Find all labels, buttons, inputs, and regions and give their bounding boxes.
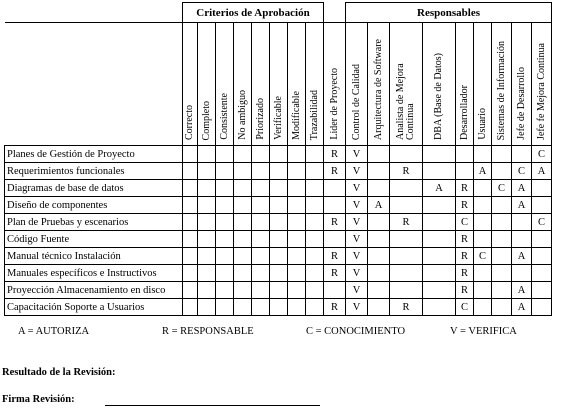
matrix-cell (492, 146, 512, 163)
column-header (532, 23, 552, 146)
review-result-label: Resultado de la Revisión: (2, 367, 116, 378)
matrix-cell (198, 248, 216, 265)
matrix-cell (512, 265, 532, 282)
matrix-cell: A (423, 180, 456, 197)
column-header (306, 23, 324, 146)
matrix-cell (324, 231, 346, 248)
matrix-cell (198, 163, 216, 180)
column-header-label: No ambiguo (236, 90, 248, 140)
matrix-cell (288, 248, 306, 265)
matrix-cell (183, 231, 198, 248)
matrix-cell (252, 248, 270, 265)
column-header-label: Consistente (218, 93, 230, 140)
matrix-cell: R (390, 214, 423, 231)
matrix-cell: A (512, 299, 532, 316)
matrix-cell (390, 146, 423, 163)
matrix-cell (183, 265, 198, 282)
matrix-cell (492, 214, 512, 231)
matrix-cell (368, 214, 390, 231)
matrix-cell: R (456, 231, 474, 248)
matrix-cell: V (346, 163, 368, 180)
matrix-cell (270, 163, 288, 180)
matrix-cell (234, 231, 252, 248)
matrix-cell (216, 146, 234, 163)
matrix-cell (270, 265, 288, 282)
matrix-cell (474, 282, 492, 299)
matrix-cell (368, 163, 390, 180)
header-blank (5, 3, 183, 23)
table-row (5, 299, 552, 316)
matrix-cell (423, 231, 456, 248)
matrix-cell: C (474, 248, 492, 265)
matrix-cell (306, 163, 324, 180)
matrix-cell (198, 197, 216, 214)
legend-autoriza: A = AUTORIZA (18, 326, 90, 337)
matrix-cell: R (456, 197, 474, 214)
matrix-cell: R (456, 248, 474, 265)
row-item-label: Plan de Pruebas y escenarios (5, 214, 183, 231)
matrix-cell (324, 282, 346, 299)
matrix-cell (216, 248, 234, 265)
row-item-label: Manuales específicos e Instructivos (5, 265, 183, 282)
matrix-cell (252, 299, 270, 316)
matrix-cell: R (324, 248, 346, 265)
matrix-cell (390, 282, 423, 299)
table-row (5, 248, 552, 265)
matrix-cell (474, 214, 492, 231)
column-header-label: Verificable (272, 96, 284, 140)
signature-line (105, 405, 320, 406)
matrix-cell (270, 282, 288, 299)
matrix-cell (288, 265, 306, 282)
matrix-cell (270, 231, 288, 248)
column-header-label: Sistemas de Información (495, 40, 507, 140)
column-header-label: Jefe fe Mejora Continua (535, 43, 547, 140)
matrix-cell (492, 248, 512, 265)
matrix-cell (532, 299, 552, 316)
column-header (346, 23, 368, 146)
row-item-label: Manual técnico Instalación (5, 248, 183, 265)
matrix-cell (183, 248, 198, 265)
matrix-cell (270, 248, 288, 265)
review-signature-label: Firma Revisión: (2, 394, 75, 405)
matrix-cell (324, 180, 346, 197)
matrix-cell (216, 231, 234, 248)
matrix-cell (252, 214, 270, 231)
column-header (368, 23, 390, 146)
matrix-cell (270, 180, 288, 197)
column-header (474, 23, 492, 146)
matrix-cell (368, 231, 390, 248)
column-header (390, 23, 423, 146)
matrix-cell (234, 282, 252, 299)
matrix-cell: A (512, 282, 532, 299)
matrix-cell (423, 282, 456, 299)
column-header-label: Modificable (290, 91, 302, 140)
matrix-cell (288, 299, 306, 316)
matrix-cell (423, 197, 456, 214)
matrix-cell (270, 299, 288, 316)
matrix-cell (183, 197, 198, 214)
matrix-cell (183, 180, 198, 197)
matrix-cell (423, 214, 456, 231)
column-header-label: Trazabilidad (308, 89, 320, 140)
matrix-cell (492, 231, 512, 248)
matrix-cell: A (512, 248, 532, 265)
table-row (5, 146, 552, 163)
matrix-cell (456, 163, 474, 180)
row-item-label: Requerimientos funcionales (5, 163, 183, 180)
matrix-cell (288, 180, 306, 197)
matrix-cell (492, 265, 512, 282)
column-header-label: Arquitectura de Software (372, 38, 384, 140)
matrix-cell: R (324, 299, 346, 316)
header-blank-2 (5, 23, 183, 146)
matrix-cell (252, 163, 270, 180)
matrix-cell (368, 180, 390, 197)
matrix-cell (474, 180, 492, 197)
matrix-cell (234, 180, 252, 197)
matrix-cell (216, 282, 234, 299)
row-item-label: Diseño de componentes (5, 197, 183, 214)
matrix-cell (198, 146, 216, 163)
matrix-cell (423, 248, 456, 265)
table-row (5, 265, 552, 282)
column-header (270, 23, 288, 146)
matrix-cell (252, 146, 270, 163)
matrix-cell (288, 197, 306, 214)
matrix-cell (306, 214, 324, 231)
column-header-label: Usuario (476, 108, 488, 140)
matrix-cell (288, 231, 306, 248)
matrix-cell (368, 265, 390, 282)
column-header-label: Jefe de Desarrollo (515, 67, 527, 140)
matrix-cell: R (456, 265, 474, 282)
matrix-cell (492, 163, 512, 180)
matrix-cell (216, 180, 234, 197)
matrix-cell (183, 299, 198, 316)
matrix-cell: C (456, 299, 474, 316)
matrix-cell (216, 197, 234, 214)
matrix-cell (512, 214, 532, 231)
matrix-cell (252, 231, 270, 248)
matrix-cell: V (346, 146, 368, 163)
matrix-cell (368, 248, 390, 265)
table-row (5, 231, 552, 248)
matrix-cell (234, 265, 252, 282)
row-item-label: Código Fuente (5, 231, 183, 248)
matrix-cell (234, 299, 252, 316)
matrix-cell (288, 163, 306, 180)
matrix-cell (423, 146, 456, 163)
legend-verifica: V = VERIFICA (450, 326, 517, 337)
matrix-cell (198, 231, 216, 248)
matrix-cell (288, 282, 306, 299)
matrix-cell (532, 265, 552, 282)
matrix-cell (306, 231, 324, 248)
matrix-cell: R (324, 146, 346, 163)
matrix-cell (306, 180, 324, 197)
matrix-cell: A (368, 197, 390, 214)
matrix-cell (198, 265, 216, 282)
matrix-cell: V (346, 265, 368, 282)
matrix-cell: A (512, 197, 532, 214)
matrix-cell: V (346, 197, 368, 214)
matrix-cell (252, 265, 270, 282)
matrix-cell (474, 231, 492, 248)
approval-matrix (4, 2, 552, 316)
matrix-cell (288, 214, 306, 231)
matrix-cell (183, 282, 198, 299)
matrix-cell (512, 231, 532, 248)
matrix-cell (492, 197, 512, 214)
matrix-cell (288, 146, 306, 163)
column-header-label: Lider de Proyecto (328, 68, 340, 140)
column-header-label: Control de Calidad (350, 63, 362, 140)
matrix-cell: R (324, 265, 346, 282)
matrix-cell (532, 180, 552, 197)
matrix-cell (423, 299, 456, 316)
matrix-cell (306, 197, 324, 214)
matrix-cell (306, 248, 324, 265)
column-header (198, 23, 216, 146)
matrix-cell (198, 282, 216, 299)
column-header (234, 23, 252, 146)
matrix-cell (492, 299, 512, 316)
column-header (324, 23, 346, 146)
matrix-cell (390, 180, 423, 197)
column-header (492, 23, 512, 146)
matrix-cell (532, 282, 552, 299)
matrix-cell: R (390, 163, 423, 180)
matrix-cell (252, 197, 270, 214)
matrix-cell (270, 146, 288, 163)
matrix-cell: V (346, 180, 368, 197)
matrix-cell (390, 248, 423, 265)
column-header (512, 23, 532, 146)
matrix-cell (368, 146, 390, 163)
matrix-cell (532, 231, 552, 248)
matrix-cell (492, 282, 512, 299)
column-header-label: Desarrollador (458, 85, 470, 140)
column-header (456, 23, 474, 146)
matrix-cell: R (324, 214, 346, 231)
column-header (183, 23, 198, 146)
matrix-cell (216, 214, 234, 231)
matrix-cell (252, 282, 270, 299)
table-row (5, 197, 552, 214)
matrix-cell: C (512, 163, 532, 180)
column-header-label: Completo (200, 100, 212, 140)
matrix-cell: V (346, 282, 368, 299)
column-header (216, 23, 234, 146)
column-header-label: Correcto (184, 105, 195, 140)
matrix-cell (198, 299, 216, 316)
row-item-label: Diagramas de base de datos (5, 180, 183, 197)
matrix-cell (234, 197, 252, 214)
matrix-cell (390, 231, 423, 248)
matrix-cell (198, 180, 216, 197)
matrix-cell (306, 146, 324, 163)
matrix-cell: C (532, 214, 552, 231)
matrix-cell: A (532, 163, 552, 180)
matrix-cell (532, 197, 552, 214)
table-row (5, 163, 552, 180)
matrix-cell (368, 299, 390, 316)
matrix-cell (234, 214, 252, 231)
matrix-cell (234, 248, 252, 265)
matrix-cell (324, 197, 346, 214)
matrix-cell (183, 163, 198, 180)
matrix-cell (474, 197, 492, 214)
matrix-cell (306, 282, 324, 299)
matrix-cell: R (390, 299, 423, 316)
matrix-cell (306, 265, 324, 282)
matrix-cell (216, 265, 234, 282)
row-item-label: Planes de Gestión de Proyecto (5, 146, 183, 163)
column-header (288, 23, 306, 146)
matrix-cell (390, 265, 423, 282)
matrix-cell: R (456, 180, 474, 197)
matrix-cell (183, 214, 198, 231)
matrix-cell: V (346, 231, 368, 248)
table-row (5, 180, 552, 197)
matrix-cell: A (474, 163, 492, 180)
matrix-cell (456, 146, 474, 163)
matrix-cell (390, 197, 423, 214)
column-header (252, 23, 270, 146)
criteria-group-header: Criterios de Aprobación (183, 3, 324, 23)
matrix-cell (306, 299, 324, 316)
matrix-cell (270, 197, 288, 214)
matrix-cell (532, 248, 552, 265)
matrix-cell (474, 146, 492, 163)
matrix-cell (216, 299, 234, 316)
group-gap (324, 3, 346, 23)
table-row (5, 282, 552, 299)
column-header-label: DBA (Base de Datos) (433, 53, 444, 140)
matrix-cell (216, 163, 234, 180)
matrix-cell: C (492, 180, 512, 197)
matrix-cell: C (532, 146, 552, 163)
matrix-cell (252, 180, 270, 197)
matrix-cell (474, 265, 492, 282)
row-item-label: Proyección Almacenamiento en disco (5, 282, 183, 299)
row-item-label: Capacitación Soporte a Usuarios (5, 299, 183, 316)
matrix-cell (423, 163, 456, 180)
matrix-cell (512, 146, 532, 163)
table-row (5, 214, 552, 231)
legend-responsable: R = RESPONSABLE (162, 326, 254, 337)
legend-conocimiento: C = CONOCIMIENTO (306, 326, 406, 337)
matrix-cell (234, 146, 252, 163)
matrix-cell (234, 163, 252, 180)
matrix-cell: V (346, 248, 368, 265)
matrix-cell (474, 299, 492, 316)
matrix-cell (423, 265, 456, 282)
matrix-cell: V (346, 299, 368, 316)
matrix-cell: A (512, 180, 532, 197)
column-header-label: Priorizado (254, 98, 266, 140)
matrix-cell (368, 282, 390, 299)
matrix-cell (183, 146, 198, 163)
matrix-cell (198, 214, 216, 231)
column-header-label: Analista de Mejora Continua (395, 63, 416, 140)
matrix-cell: R (456, 282, 474, 299)
responsibles-group-header: Responsables (346, 3, 552, 23)
column-header (423, 23, 456, 146)
matrix-cell: C (456, 214, 474, 231)
matrix-cell: V (346, 214, 368, 231)
matrix-cell (270, 214, 288, 231)
matrix-cell: R (324, 163, 346, 180)
